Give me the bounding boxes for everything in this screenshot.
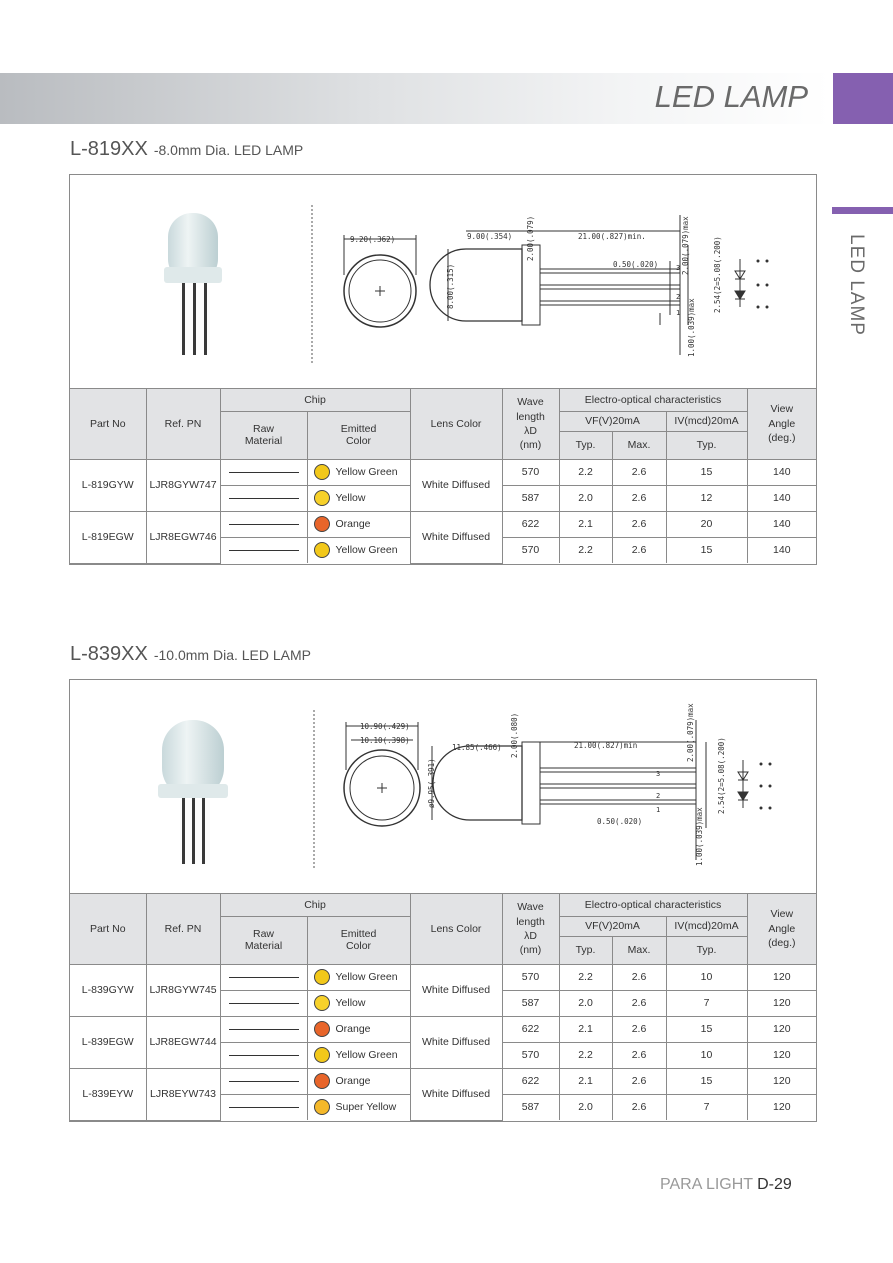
wave-length-cell: 587 <box>502 485 559 511</box>
wave-length-cell: 622 <box>502 1068 559 1094</box>
dim-text: 10.10(.398) <box>360 736 410 745</box>
vf-max-cell: 2.6 <box>612 964 666 990</box>
color-swatch-icon <box>314 464 330 480</box>
footer <box>660 1176 792 1194</box>
emitted-color-label: Yellow Green <box>335 970 398 983</box>
section1-dimension-drawing <box>70 175 816 388</box>
header-vf-max: Max. <box>612 431 666 459</box>
ref-pn-cell: LJR8GYW745 <box>146 964 220 1016</box>
dim-text: 11.85(.466) <box>452 743 502 752</box>
emitted-color-label: Super Yellow <box>335 1101 397 1114</box>
emitted-color-label: Yellow <box>335 996 366 1009</box>
dim-text: 2.54(2=5.08(.200) <box>713 236 722 313</box>
raw-material-line <box>229 1029 299 1030</box>
vf-typ-cell: 2.0 <box>559 485 612 511</box>
pin-label: 3 <box>656 770 661 778</box>
header-iv: IV(mcd)20mA <box>666 916 747 936</box>
lens-color-cell: White Diffused <box>410 1016 502 1068</box>
view-angle-cell: 140 <box>747 511 816 537</box>
vf-max-cell: 2.6 <box>612 1016 666 1042</box>
dim-text: 21.00(.827)min <box>574 741 638 750</box>
emitted-color-label: Orange <box>335 1022 371 1035</box>
dim-text: 2.00(.079)max <box>681 216 690 275</box>
raw-material-cell <box>220 537 307 563</box>
wave-length-cell: 570 <box>502 1042 559 1068</box>
section1-spec-table <box>70 389 816 564</box>
raw-material-cell <box>220 990 307 1016</box>
wave-length-cell: 622 <box>502 1016 559 1042</box>
header-iv-typ: Typ. <box>666 936 747 964</box>
vf-typ-cell: 2.1 <box>559 511 612 537</box>
pin-label: 1 <box>676 309 681 317</box>
color-swatch-icon <box>314 1099 330 1115</box>
raw-material-line <box>229 498 299 499</box>
circuit-schematic <box>735 259 768 308</box>
vf-typ-cell: 2.2 <box>559 537 612 563</box>
vf-typ-cell: 2.0 <box>559 990 612 1016</box>
color-swatch-icon <box>314 490 330 506</box>
dim-text: 2.00(.080) <box>510 712 519 758</box>
header-emitted-color: Emitted Color <box>307 916 410 964</box>
dim-text: 2.00(.079) <box>526 215 535 261</box>
emitted-color-label: Yellow Green <box>335 544 398 557</box>
dim-text: 2.54(2=5.08(.200) <box>717 737 726 814</box>
section1-model: L-819XX <box>70 138 148 160</box>
raw-material-line <box>229 1081 299 1082</box>
vf-typ-cell: 2.0 <box>559 1094 612 1120</box>
raw-material-cell <box>220 1094 307 1120</box>
table-row <box>70 1016 816 1042</box>
dim-text: 9.00(.354) <box>467 232 513 241</box>
raw-material-cell <box>220 964 307 990</box>
vf-typ-cell: 2.2 <box>559 964 612 990</box>
dim-text: 0.50(.020) <box>597 817 643 826</box>
emitted-color-cell <box>307 1068 410 1094</box>
header-raw-material: Raw Material <box>220 916 307 964</box>
view-angle-cell: 140 <box>747 537 816 563</box>
footer-brand: PARA LIGHT <box>660 1176 754 1193</box>
raw-material-line <box>229 977 299 978</box>
emitted-color-cell <box>307 1042 410 1068</box>
header-raw-material: Raw Material <box>220 411 307 459</box>
vf-max-cell: 2.6 <box>612 485 666 511</box>
dim-text: 2.00(.079)max <box>686 703 695 762</box>
raw-material-cell <box>220 459 307 485</box>
header-ref-pn: Ref. PN <box>146 894 220 964</box>
accent-bar <box>832 207 893 214</box>
view-angle-cell: 140 <box>747 459 816 485</box>
header-wave-length: Wave length λD (nm) <box>502 894 559 964</box>
view-angle-cell: 120 <box>747 1042 816 1068</box>
dim-text: 9.20(.362) <box>350 235 396 244</box>
section2-drawing <box>70 680 816 894</box>
emitted-color-cell <box>307 459 410 485</box>
accent-block <box>833 73 893 124</box>
dim-text: 0.50(.020) <box>613 260 659 269</box>
dim-text: 8.00(.315) <box>446 263 455 309</box>
part-no-cell: L-819EGW <box>70 511 146 563</box>
dim-text: 21.00(.827)min. <box>578 232 646 241</box>
raw-material-cell <box>220 511 307 537</box>
color-swatch-icon <box>314 969 330 985</box>
pin-label: 3 <box>676 264 681 272</box>
emitted-color-label: Yellow <box>335 491 366 504</box>
table-header-row <box>70 389 816 411</box>
emitted-color-cell <box>307 511 410 537</box>
iv-typ-cell: 15 <box>666 1016 747 1042</box>
section1-spec-box <box>69 174 817 565</box>
header-chip: Chip <box>220 389 410 411</box>
header-lens-color: Lens Color <box>410 894 502 964</box>
color-swatch-icon <box>314 1073 330 1089</box>
vf-max-cell: 2.6 <box>612 459 666 485</box>
circuit-schematic <box>738 760 771 809</box>
color-swatch-icon <box>314 542 330 558</box>
dim-text: 10.90(.429) <box>360 722 410 731</box>
wave-length-cell: 570 <box>502 964 559 990</box>
dim-text: 1.00(.039)max <box>695 807 704 866</box>
table-row <box>70 964 816 990</box>
part-no-cell: L-819GYW <box>70 459 146 511</box>
raw-material-cell <box>220 1042 307 1068</box>
table-row <box>70 1068 816 1094</box>
color-swatch-icon <box>314 516 330 532</box>
lens-color-cell: White Diffused <box>410 964 502 1016</box>
header-view-angle: View Angle (deg.) <box>747 389 816 459</box>
part-no-cell: L-839EYW <box>70 1068 146 1120</box>
vf-typ-cell: 2.1 <box>559 1016 612 1042</box>
emitted-color-cell <box>307 964 410 990</box>
led-photo-8mm <box>164 213 222 355</box>
raw-material-cell <box>220 1068 307 1094</box>
header-vf-typ: Typ. <box>559 936 612 964</box>
side-view-drawing <box>432 720 706 860</box>
emitted-color-cell <box>307 537 410 563</box>
iv-typ-cell: 10 <box>666 1042 747 1068</box>
header-vf: VF(V)20mA <box>559 411 666 431</box>
lens-color-cell: White Diffused <box>410 511 502 563</box>
wave-length-cell: 587 <box>502 990 559 1016</box>
wave-length-cell: 570 <box>502 459 559 485</box>
wave-length-cell: 587 <box>502 1094 559 1120</box>
pin-label: 1 <box>656 806 661 814</box>
view-angle-cell: 120 <box>747 1094 816 1120</box>
emitted-color-label: Yellow Green <box>335 465 398 478</box>
side-category-label: LED LAMP <box>846 234 867 336</box>
vf-max-cell: 2.6 <box>612 537 666 563</box>
emitted-color-cell <box>307 1016 410 1042</box>
section2-subtitle: -10.0mm Dia. LED LAMP <box>153 647 312 663</box>
section2-spec-box <box>69 679 817 1122</box>
header-iv-typ: Typ. <box>666 431 747 459</box>
header-view-angle: View Angle (deg.) <box>747 894 816 964</box>
iv-typ-cell: 15 <box>666 459 747 485</box>
header-vf: VF(V)20mA <box>559 916 666 936</box>
header-part-no: Part No <box>70 894 146 964</box>
view-angle-cell: 120 <box>747 964 816 990</box>
emitted-color-cell <box>307 990 410 1016</box>
header-iv: IV(mcd)20mA <box>666 411 747 431</box>
section1-drawing <box>70 175 816 389</box>
view-angle-cell: 120 <box>747 1016 816 1042</box>
top-view-drawing <box>344 235 416 327</box>
raw-material-line <box>229 524 299 525</box>
iv-typ-cell: 7 <box>666 990 747 1016</box>
color-swatch-icon <box>314 995 330 1011</box>
raw-material-cell <box>220 485 307 511</box>
raw-material-line <box>229 1055 299 1056</box>
header-vf-max: Max. <box>612 936 666 964</box>
dim-text: ø9.95(.391) <box>427 758 436 808</box>
emitted-color-label: Orange <box>335 1074 371 1087</box>
vf-max-cell: 2.6 <box>612 1042 666 1068</box>
vf-typ-cell: 2.2 <box>559 1042 612 1068</box>
iv-typ-cell: 7 <box>666 1094 747 1120</box>
part-no-cell: L-839EGW <box>70 1016 146 1068</box>
emitted-color-cell <box>307 1094 410 1120</box>
section2-title <box>70 643 311 666</box>
vf-max-cell: 2.6 <box>612 511 666 537</box>
vf-typ-cell: 2.1 <box>559 1068 612 1094</box>
raw-material-line <box>229 1107 299 1108</box>
header-lens-color: Lens Color <box>410 389 502 459</box>
part-no-cell: L-839GYW <box>70 964 146 1016</box>
section2-model: L-839XX <box>70 643 148 665</box>
pin-label: 2 <box>676 293 681 301</box>
raw-material-cell <box>220 1016 307 1042</box>
section1-subtitle: -8.0mm Dia. LED LAMP <box>153 142 304 158</box>
iv-typ-cell: 10 <box>666 964 747 990</box>
raw-material-line <box>229 550 299 551</box>
header-part-no: Part No <box>70 389 146 459</box>
iv-typ-cell: 20 <box>666 511 747 537</box>
header-ref-pn: Ref. PN <box>146 389 220 459</box>
vf-max-cell: 2.6 <box>612 1094 666 1120</box>
lens-color-cell: White Diffused <box>410 459 502 511</box>
color-swatch-icon <box>314 1047 330 1063</box>
emitted-color-cell <box>307 485 410 511</box>
iv-typ-cell: 15 <box>666 537 747 563</box>
header-electro-optical: Electro-optical characteristics <box>559 389 747 411</box>
page-title: LED LAMP <box>654 79 808 114</box>
ref-pn-cell: LJR8EYW743 <box>146 1068 220 1120</box>
lens-color-cell: White Diffused <box>410 1068 502 1120</box>
ref-pn-cell: LJR8GYW747 <box>146 459 220 511</box>
pin-label: 2 <box>656 792 661 800</box>
wave-length-cell: 622 <box>502 511 559 537</box>
raw-material-line <box>229 472 299 473</box>
dim-text: 1.00(.039)max <box>687 298 696 357</box>
header-emitted-color: Emitted Color <box>307 411 410 459</box>
header-wave-length: Wave length λD (nm) <box>502 389 559 459</box>
header-vf-typ: Typ. <box>559 431 612 459</box>
iv-typ-cell: 15 <box>666 1068 747 1094</box>
color-swatch-icon <box>314 1021 330 1037</box>
vf-typ-cell: 2.2 <box>559 459 612 485</box>
vf-max-cell: 2.6 <box>612 990 666 1016</box>
table-header-row <box>70 894 816 916</box>
view-angle-cell: 140 <box>747 485 816 511</box>
wave-length-cell: 570 <box>502 537 559 563</box>
view-angle-cell: 120 <box>747 990 816 1016</box>
raw-material-line <box>229 1003 299 1004</box>
led-photo-10mm <box>158 720 228 864</box>
ref-pn-cell: LJR8EGW746 <box>146 511 220 563</box>
header-chip: Chip <box>220 894 410 916</box>
section2-dimension-drawing <box>70 680 818 893</box>
ref-pn-cell: LJR8EGW744 <box>146 1016 220 1068</box>
view-angle-cell: 120 <box>747 1068 816 1094</box>
section1-title <box>70 138 303 161</box>
table-row <box>70 459 816 485</box>
header-electro-optical: Electro-optical characteristics <box>559 894 747 916</box>
table-row <box>70 511 816 537</box>
iv-typ-cell: 12 <box>666 485 747 511</box>
section2-spec-table <box>70 894 816 1121</box>
emitted-color-label: Yellow Green <box>335 1048 398 1061</box>
page-number: D-29 <box>757 1176 792 1193</box>
vf-max-cell: 2.6 <box>612 1068 666 1094</box>
emitted-color-label: Orange <box>335 517 371 530</box>
